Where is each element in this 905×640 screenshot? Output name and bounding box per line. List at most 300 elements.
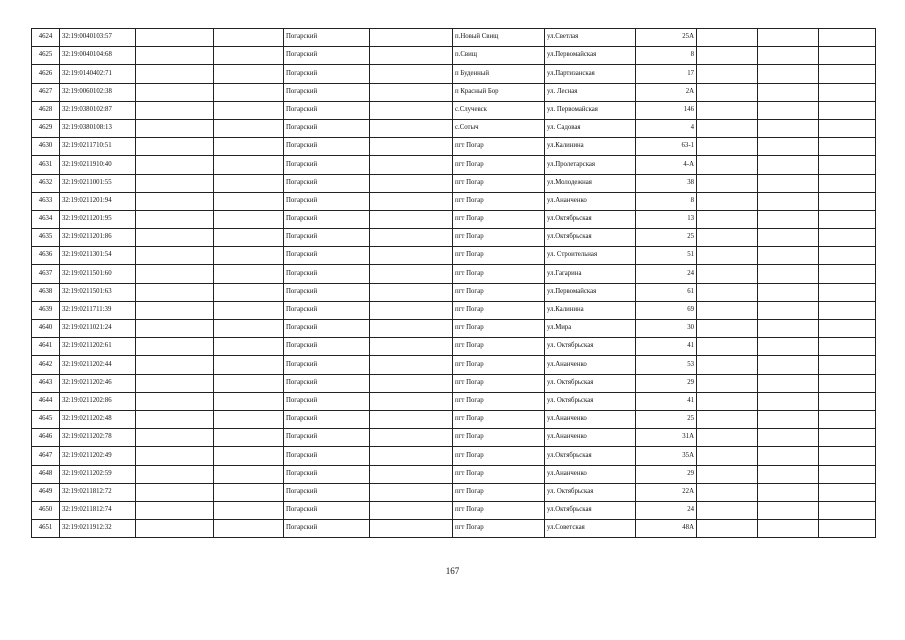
settlement-cell: п.Новый Свищ bbox=[453, 29, 545, 47]
empty-col-12-cell bbox=[819, 210, 876, 228]
empty-col-10-cell bbox=[697, 410, 758, 428]
row-number-cell: 4635 bbox=[32, 229, 60, 247]
empty-col-6-cell bbox=[370, 301, 453, 319]
empty-col-4-cell bbox=[214, 338, 284, 356]
empty-col-10-cell bbox=[697, 156, 758, 174]
empty-col-6-cell bbox=[370, 65, 453, 83]
empty-col-6-cell bbox=[370, 119, 453, 137]
row-number-cell: 4642 bbox=[32, 356, 60, 374]
street-cell: ул.Молодежная bbox=[545, 174, 636, 192]
empty-col-12-cell bbox=[819, 338, 876, 356]
house-number-cell: 41 bbox=[636, 392, 697, 410]
street-cell: ул. Первомайская bbox=[545, 101, 636, 119]
row-number-cell: 4626 bbox=[32, 65, 60, 83]
empty-col-12-cell bbox=[819, 301, 876, 319]
empty-col-12-cell bbox=[819, 192, 876, 210]
empty-col-6-cell bbox=[370, 410, 453, 428]
empty-col-11-cell bbox=[758, 447, 819, 465]
settlement-cell: пгт Погар bbox=[453, 447, 545, 465]
cadastral-number-cell: 32:19:0211812:74 bbox=[60, 501, 136, 519]
street-cell: ул. Строительная bbox=[545, 247, 636, 265]
street-cell: ул.Ананченко bbox=[545, 356, 636, 374]
cadastral-number-cell: 32:19:0380108:13 bbox=[60, 119, 136, 137]
empty-col-11-cell bbox=[758, 138, 819, 156]
empty-col-10-cell bbox=[697, 338, 758, 356]
empty-col-11-cell bbox=[758, 410, 819, 428]
table-body bbox=[32, 29, 876, 538]
cadastral-number-cell: 32:19:0211711:39 bbox=[60, 301, 136, 319]
empty-col-10-cell bbox=[697, 101, 758, 119]
empty-col-12-cell bbox=[819, 101, 876, 119]
settlement-cell: пгт Погар bbox=[453, 392, 545, 410]
table-row bbox=[32, 301, 876, 319]
cadastral-number-cell: 32:19:0211912:32 bbox=[60, 520, 136, 538]
settlement-cell: пгт Погар bbox=[453, 410, 545, 428]
district-cell: Погарский bbox=[284, 465, 370, 483]
empty-col-11-cell bbox=[758, 356, 819, 374]
table-row bbox=[32, 338, 876, 356]
house-number-cell: 29 bbox=[636, 465, 697, 483]
house-number-cell: 69 bbox=[636, 301, 697, 319]
empty-col-11-cell bbox=[758, 374, 819, 392]
street-cell: ул. Октябрьская bbox=[545, 392, 636, 410]
empty-col-4-cell bbox=[214, 429, 284, 447]
empty-col-6-cell bbox=[370, 320, 453, 338]
row-number-cell: 4644 bbox=[32, 392, 60, 410]
empty-col-4-cell bbox=[214, 447, 284, 465]
empty-col-4-cell bbox=[214, 374, 284, 392]
cadastral-number-cell: 32:19:0211202:49 bbox=[60, 447, 136, 465]
empty-col-6-cell bbox=[370, 447, 453, 465]
row-number-cell: 4631 bbox=[32, 156, 60, 174]
row-number-cell: 4650 bbox=[32, 501, 60, 519]
house-number-cell: 35А bbox=[636, 447, 697, 465]
cadastral-number-cell: 32:19:0211201:95 bbox=[60, 210, 136, 228]
empty-col-4-cell bbox=[214, 247, 284, 265]
empty-col-11-cell bbox=[758, 283, 819, 301]
empty-col-3-cell bbox=[136, 29, 214, 47]
empty-col-10-cell bbox=[697, 392, 758, 410]
empty-col-11-cell bbox=[758, 119, 819, 137]
cadastral-number-cell: 32:19:0211202:61 bbox=[60, 338, 136, 356]
street-cell: ул.Первомайская bbox=[545, 283, 636, 301]
empty-col-3-cell bbox=[136, 265, 214, 283]
empty-col-4-cell bbox=[214, 520, 284, 538]
settlement-cell: п.Свищ bbox=[453, 47, 545, 65]
district-cell: Погарский bbox=[284, 174, 370, 192]
table-row bbox=[32, 392, 876, 410]
table-row bbox=[32, 501, 876, 519]
empty-col-6-cell bbox=[370, 356, 453, 374]
district-cell: Погарский bbox=[284, 119, 370, 137]
settlement-cell: пгт Погар bbox=[453, 210, 545, 228]
empty-col-3-cell bbox=[136, 138, 214, 156]
empty-col-12-cell bbox=[819, 429, 876, 447]
row-number-cell: 4637 bbox=[32, 265, 60, 283]
empty-col-10-cell bbox=[697, 447, 758, 465]
empty-col-4-cell bbox=[214, 356, 284, 374]
cadastral-number-cell: 32:19:0211910:40 bbox=[60, 156, 136, 174]
empty-col-10-cell bbox=[697, 320, 758, 338]
empty-col-6-cell bbox=[370, 156, 453, 174]
empty-col-11-cell bbox=[758, 174, 819, 192]
empty-col-4-cell bbox=[214, 83, 284, 101]
empty-col-12-cell bbox=[819, 65, 876, 83]
empty-col-3-cell bbox=[136, 338, 214, 356]
cadastral-number-cell: 32:19:0060102:38 bbox=[60, 83, 136, 101]
house-number-cell: 17 bbox=[636, 65, 697, 83]
settlement-cell: пгт Погар bbox=[453, 156, 545, 174]
row-number-cell: 4641 bbox=[32, 338, 60, 356]
street-cell: ул.Мира bbox=[545, 320, 636, 338]
empty-col-10-cell bbox=[697, 465, 758, 483]
house-number-cell: 8 bbox=[636, 192, 697, 210]
cadastral-number-cell: 32:19:0211001:55 bbox=[60, 174, 136, 192]
empty-col-3-cell bbox=[136, 247, 214, 265]
empty-col-4-cell bbox=[214, 119, 284, 137]
district-cell: Погарский bbox=[284, 47, 370, 65]
empty-col-12-cell bbox=[819, 501, 876, 519]
table-row bbox=[32, 119, 876, 137]
street-cell: ул.Советская bbox=[545, 520, 636, 538]
empty-col-11-cell bbox=[758, 29, 819, 47]
empty-col-3-cell bbox=[136, 356, 214, 374]
row-number-cell: 4628 bbox=[32, 101, 60, 119]
street-cell: ул.Октябрьская bbox=[545, 210, 636, 228]
table-row bbox=[32, 47, 876, 65]
table-row bbox=[32, 247, 876, 265]
empty-col-6-cell bbox=[370, 229, 453, 247]
district-cell: Погарский bbox=[284, 520, 370, 538]
house-number-cell: 41 bbox=[636, 338, 697, 356]
district-cell: Погарский bbox=[284, 65, 370, 83]
house-number-cell: 61 bbox=[636, 283, 697, 301]
house-number-cell: 63-1 bbox=[636, 138, 697, 156]
empty-col-4-cell bbox=[214, 101, 284, 119]
empty-col-6-cell bbox=[370, 210, 453, 228]
empty-col-11-cell bbox=[758, 265, 819, 283]
row-number-cell: 4648 bbox=[32, 465, 60, 483]
cadastral-number-cell: 32:19:0140402:71 bbox=[60, 65, 136, 83]
settlement-cell: пгт Погар bbox=[453, 283, 545, 301]
district-cell: Погарский bbox=[284, 83, 370, 101]
house-number-cell: 2А bbox=[636, 83, 697, 101]
empty-col-3-cell bbox=[136, 174, 214, 192]
table-row bbox=[32, 374, 876, 392]
empty-col-12-cell bbox=[819, 283, 876, 301]
district-cell: Погарский bbox=[284, 247, 370, 265]
street-cell: ул. Октябрьская bbox=[545, 374, 636, 392]
empty-col-6-cell bbox=[370, 265, 453, 283]
table-row bbox=[32, 283, 876, 301]
empty-col-6-cell bbox=[370, 83, 453, 101]
empty-col-11-cell bbox=[758, 156, 819, 174]
house-number-cell: 8 bbox=[636, 47, 697, 65]
street-cell: ул.Ананченко bbox=[545, 410, 636, 428]
row-number-cell: 4624 bbox=[32, 29, 60, 47]
empty-col-3-cell bbox=[136, 210, 214, 228]
settlement-cell: пгт Погар bbox=[453, 338, 545, 356]
table-row bbox=[32, 83, 876, 101]
row-number-cell: 4633 bbox=[32, 192, 60, 210]
empty-col-10-cell bbox=[697, 356, 758, 374]
empty-col-10-cell bbox=[697, 301, 758, 319]
table-row bbox=[32, 447, 876, 465]
cadastral-number-cell: 32:19:0211501:60 bbox=[60, 265, 136, 283]
empty-col-4-cell bbox=[214, 283, 284, 301]
empty-col-4-cell bbox=[214, 320, 284, 338]
settlement-cell: пгт Погар bbox=[453, 174, 545, 192]
street-cell: ул.Ананченко bbox=[545, 429, 636, 447]
empty-col-4-cell bbox=[214, 410, 284, 428]
settlement-cell: пгт Погар bbox=[453, 520, 545, 538]
empty-col-11-cell bbox=[758, 192, 819, 210]
street-cell: ул. Лесная bbox=[545, 83, 636, 101]
empty-col-3-cell bbox=[136, 465, 214, 483]
empty-col-6-cell bbox=[370, 338, 453, 356]
empty-col-11-cell bbox=[758, 338, 819, 356]
table-row bbox=[32, 320, 876, 338]
empty-col-3-cell bbox=[136, 229, 214, 247]
empty-col-12-cell bbox=[819, 29, 876, 47]
empty-col-3-cell bbox=[136, 156, 214, 174]
house-number-cell: 51 bbox=[636, 247, 697, 265]
empty-col-4-cell bbox=[214, 210, 284, 228]
table-row bbox=[32, 29, 876, 47]
cadastral-number-cell: 32:19:0211202:86 bbox=[60, 392, 136, 410]
empty-col-4-cell bbox=[214, 229, 284, 247]
house-number-cell: 38 bbox=[636, 174, 697, 192]
house-number-cell: 25 bbox=[636, 410, 697, 428]
table-row bbox=[32, 356, 876, 374]
empty-col-4-cell bbox=[214, 65, 284, 83]
street-cell: ул.Октябрьская bbox=[545, 501, 636, 519]
empty-col-4-cell bbox=[214, 301, 284, 319]
empty-col-11-cell bbox=[758, 247, 819, 265]
district-cell: Погарский bbox=[284, 192, 370, 210]
cadastral-number-cell: 32:19:0211710:51 bbox=[60, 138, 136, 156]
table-row bbox=[32, 138, 876, 156]
district-cell: Погарский bbox=[284, 410, 370, 428]
empty-col-10-cell bbox=[697, 483, 758, 501]
empty-col-6-cell bbox=[370, 520, 453, 538]
empty-col-6-cell bbox=[370, 483, 453, 501]
table-row bbox=[32, 229, 876, 247]
district-cell: Погарский bbox=[284, 229, 370, 247]
settlement-cell: пгт Погар bbox=[453, 356, 545, 374]
empty-col-4-cell bbox=[214, 47, 284, 65]
district-cell: Погарский bbox=[284, 429, 370, 447]
empty-col-3-cell bbox=[136, 429, 214, 447]
empty-col-10-cell bbox=[697, 520, 758, 538]
settlement-cell: пгт Погар bbox=[453, 320, 545, 338]
empty-col-12-cell bbox=[819, 483, 876, 501]
empty-col-11-cell bbox=[758, 301, 819, 319]
empty-col-6-cell bbox=[370, 429, 453, 447]
empty-col-4-cell bbox=[214, 392, 284, 410]
empty-col-4-cell bbox=[214, 265, 284, 283]
empty-col-12-cell bbox=[819, 374, 876, 392]
street-cell: ул.Калинина bbox=[545, 301, 636, 319]
empty-col-12-cell bbox=[819, 174, 876, 192]
house-number-cell: 146 bbox=[636, 101, 697, 119]
empty-col-10-cell bbox=[697, 229, 758, 247]
empty-col-10-cell bbox=[697, 83, 758, 101]
empty-col-10-cell bbox=[697, 210, 758, 228]
house-number-cell: 24 bbox=[636, 265, 697, 283]
street-cell: ул.Первомайская bbox=[545, 47, 636, 65]
district-cell: Погарский bbox=[284, 301, 370, 319]
empty-col-10-cell bbox=[697, 429, 758, 447]
empty-col-11-cell bbox=[758, 320, 819, 338]
settlement-cell: пгт Погар bbox=[453, 501, 545, 519]
street-cell: ул.Светлая bbox=[545, 29, 636, 47]
cadastral-number-cell: 32:19:0211201:94 bbox=[60, 192, 136, 210]
empty-col-3-cell bbox=[136, 374, 214, 392]
table-row bbox=[32, 410, 876, 428]
empty-col-6-cell bbox=[370, 47, 453, 65]
empty-col-10-cell bbox=[697, 192, 758, 210]
district-cell: Погарский bbox=[284, 356, 370, 374]
empty-col-6-cell bbox=[370, 138, 453, 156]
settlement-cell: пгт Погар bbox=[453, 229, 545, 247]
row-number-cell: 4625 bbox=[32, 47, 60, 65]
district-cell: Погарский bbox=[284, 338, 370, 356]
table-row bbox=[32, 210, 876, 228]
empty-col-3-cell bbox=[136, 501, 214, 519]
empty-col-10-cell bbox=[697, 119, 758, 137]
table-row bbox=[32, 101, 876, 119]
street-cell: ул.Гагарина bbox=[545, 265, 636, 283]
street-cell: ул.Ананченко bbox=[545, 192, 636, 210]
empty-col-12-cell bbox=[819, 410, 876, 428]
settlement-cell: пгт Погар bbox=[453, 265, 545, 283]
house-number-cell: 13 bbox=[636, 210, 697, 228]
empty-col-10-cell bbox=[697, 29, 758, 47]
empty-col-6-cell bbox=[370, 192, 453, 210]
house-number-cell: 4 bbox=[636, 119, 697, 137]
district-cell: Погарский bbox=[284, 156, 370, 174]
cadastral-number-cell: 32:19:0380102:87 bbox=[60, 101, 136, 119]
empty-col-12-cell bbox=[819, 520, 876, 538]
settlement-cell: пгт Погар bbox=[453, 374, 545, 392]
house-number-cell: 31А bbox=[636, 429, 697, 447]
empty-col-3-cell bbox=[136, 65, 214, 83]
cadastral-number-cell: 32:19:0211501:63 bbox=[60, 283, 136, 301]
street-cell: ул. Октябрьская bbox=[545, 338, 636, 356]
empty-col-11-cell bbox=[758, 65, 819, 83]
empty-col-12-cell bbox=[819, 447, 876, 465]
empty-col-3-cell bbox=[136, 483, 214, 501]
table-row bbox=[32, 156, 876, 174]
registry-table bbox=[31, 28, 876, 538]
empty-col-4-cell bbox=[214, 465, 284, 483]
street-cell: ул. Садовая bbox=[545, 119, 636, 137]
table-row bbox=[32, 520, 876, 538]
house-number-cell: 30 bbox=[636, 320, 697, 338]
empty-col-3-cell bbox=[136, 447, 214, 465]
street-cell: ул. Октябрьская bbox=[545, 483, 636, 501]
cadastral-number-cell: 32:19:0211301:54 bbox=[60, 247, 136, 265]
settlement-cell: п Красный Бор bbox=[453, 83, 545, 101]
empty-col-11-cell bbox=[758, 520, 819, 538]
cadastral-number-cell: 32:19:0211202:46 bbox=[60, 374, 136, 392]
empty-col-10-cell bbox=[697, 265, 758, 283]
district-cell: Погарский bbox=[284, 374, 370, 392]
empty-col-12-cell bbox=[819, 229, 876, 247]
row-number-cell: 4630 bbox=[32, 138, 60, 156]
row-number-cell: 4634 bbox=[32, 210, 60, 228]
street-cell: ул.Пролетарская bbox=[545, 156, 636, 174]
table-row bbox=[32, 483, 876, 501]
house-number-cell: 48А bbox=[636, 520, 697, 538]
empty-col-12-cell bbox=[819, 465, 876, 483]
empty-col-3-cell bbox=[136, 47, 214, 65]
empty-col-12-cell bbox=[819, 247, 876, 265]
empty-col-11-cell bbox=[758, 229, 819, 247]
settlement-cell: п Буденный bbox=[453, 65, 545, 83]
cadastral-number-cell: 32:19:0211202:48 bbox=[60, 410, 136, 428]
settlement-cell: пгт Погар bbox=[453, 138, 545, 156]
empty-col-6-cell bbox=[370, 501, 453, 519]
empty-col-3-cell bbox=[136, 520, 214, 538]
street-cell: ул.Калинина bbox=[545, 138, 636, 156]
empty-col-3-cell bbox=[136, 192, 214, 210]
empty-col-4-cell bbox=[214, 156, 284, 174]
empty-col-6-cell bbox=[370, 29, 453, 47]
street-cell: ул.Ананченко bbox=[545, 465, 636, 483]
empty-col-6-cell bbox=[370, 174, 453, 192]
empty-col-3-cell bbox=[136, 410, 214, 428]
row-number-cell: 4632 bbox=[32, 174, 60, 192]
empty-col-12-cell bbox=[819, 320, 876, 338]
empty-col-12-cell bbox=[819, 83, 876, 101]
empty-col-12-cell bbox=[819, 119, 876, 137]
table-row bbox=[32, 174, 876, 192]
empty-col-11-cell bbox=[758, 465, 819, 483]
row-number-cell: 4645 bbox=[32, 410, 60, 428]
empty-col-3-cell bbox=[136, 119, 214, 137]
settlement-cell: пгт Погар bbox=[453, 429, 545, 447]
house-number-cell: 4-А bbox=[636, 156, 697, 174]
empty-col-3-cell bbox=[136, 283, 214, 301]
empty-col-4-cell bbox=[214, 483, 284, 501]
settlement-cell: с.Случевск bbox=[453, 101, 545, 119]
house-number-cell: 25А bbox=[636, 29, 697, 47]
row-number-cell: 4638 bbox=[32, 283, 60, 301]
empty-col-10-cell bbox=[697, 174, 758, 192]
empty-col-11-cell bbox=[758, 483, 819, 501]
row-number-cell: 4649 bbox=[32, 483, 60, 501]
row-number-cell: 4639 bbox=[32, 301, 60, 319]
empty-col-3-cell bbox=[136, 320, 214, 338]
empty-col-11-cell bbox=[758, 501, 819, 519]
house-number-cell: 24 bbox=[636, 501, 697, 519]
empty-col-4-cell bbox=[214, 192, 284, 210]
empty-col-11-cell bbox=[758, 392, 819, 410]
settlement-cell: пгт Погар bbox=[453, 465, 545, 483]
cadastral-number-cell: 32:19:0211202:59 bbox=[60, 465, 136, 483]
empty-col-11-cell bbox=[758, 210, 819, 228]
row-number-cell: 4629 bbox=[32, 119, 60, 137]
street-cell: ул.Партизанская bbox=[545, 65, 636, 83]
empty-col-10-cell bbox=[697, 501, 758, 519]
house-number-cell: 53 bbox=[636, 356, 697, 374]
settlement-cell: пгт Погар bbox=[453, 301, 545, 319]
cadastral-number-cell: 32:19:0211812:72 bbox=[60, 483, 136, 501]
empty-col-10-cell bbox=[697, 283, 758, 301]
empty-col-6-cell bbox=[370, 101, 453, 119]
